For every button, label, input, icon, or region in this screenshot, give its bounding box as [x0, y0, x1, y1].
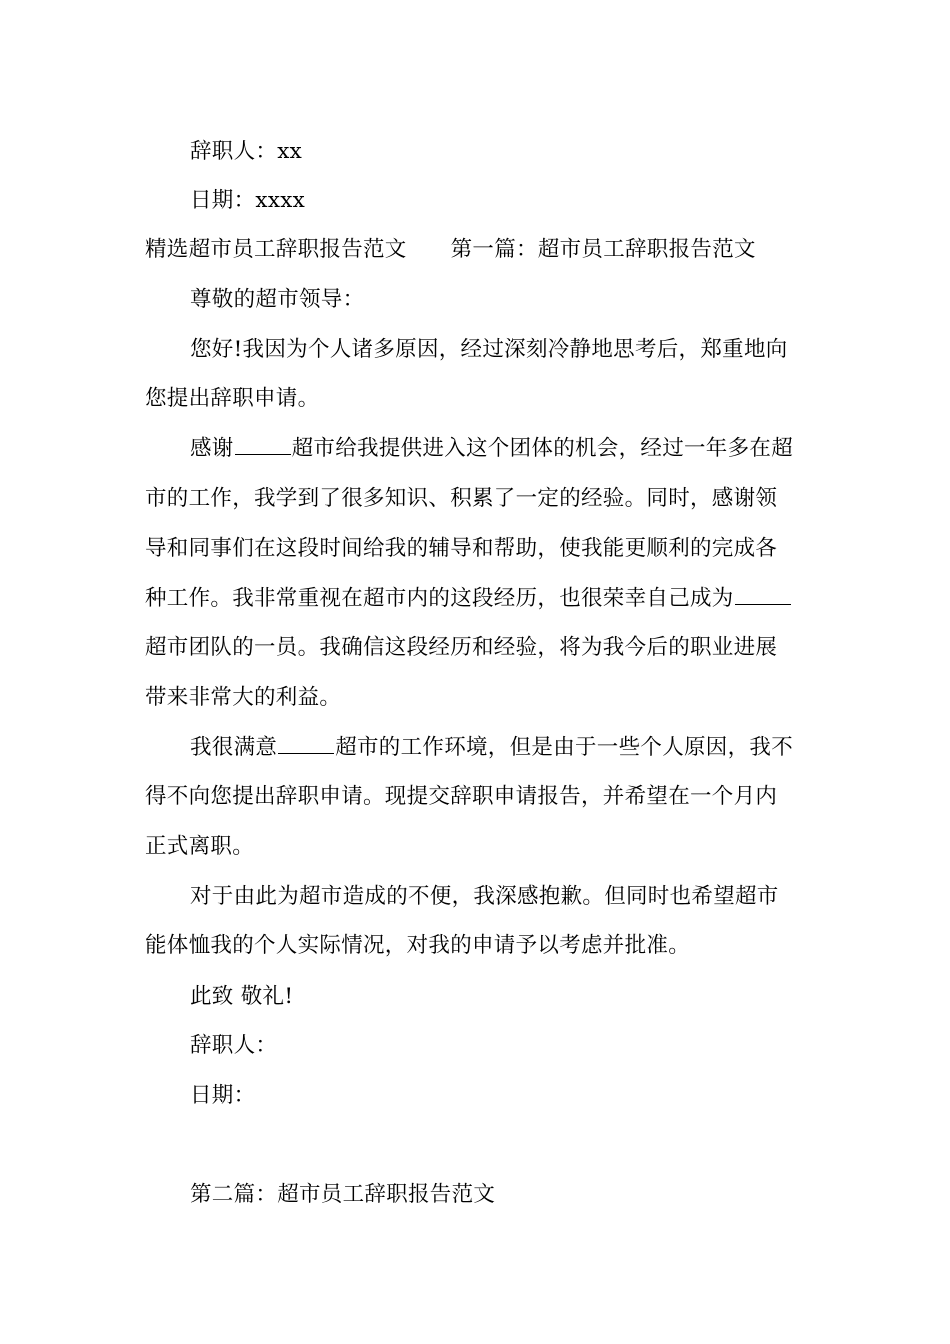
date-line: 日期： [190, 1083, 256, 1108]
paragraph-2-line-6: 带来非常大的利益。 [145, 685, 342, 710]
paragraph-2-line-1 [190, 432, 815, 466]
paragraph-2-line-5: 超市团队的一员。我确信这段经历和经验，将为我今后的职业进展 [145, 635, 778, 660]
paragraph-3-line-2: 得不向您提出辞职申请。现提交辞职申请报告，并希望在一个月内 [145, 784, 778, 809]
closing: 此致 敬礼! [190, 984, 294, 1009]
paragraph-4-line-1: 对于由此为超市造成的不便，我深感抱歉。但同时也希望超市 [190, 884, 779, 909]
paragraph-2-text-b: 超市给我提供进入这个团体的机会，经过一年多在超 [291, 436, 794, 461]
heading-line [145, 233, 815, 267]
paragraph-3-text-b: 超市的工作环境，但是由于一些个人原因，我不 [335, 735, 794, 760]
salutation: 尊敬的超市领导： [190, 287, 365, 312]
top-resigner-line: 辞职人：xx [190, 139, 303, 164]
paragraph-4-line-2: 能体恤我的个人实际情况，对我的申请予以考虑并批准。 [145, 933, 691, 958]
fill-in-blank [235, 432, 291, 455]
resigner-line: 辞职人： [190, 1033, 278, 1058]
collection-title: 精选超市员工辞职报告范文 [145, 237, 407, 262]
top-date-line: 日期：xxxx [190, 188, 306, 213]
paragraph-1-line-2: 您提出辞职申请。 [145, 386, 320, 411]
fill-in-blank [735, 582, 791, 605]
paragraph-3-line-1 [190, 731, 815, 765]
paragraph-2-line-4 [145, 582, 815, 616]
paragraph-2-text-a: 感谢 [190, 436, 234, 461]
paragraph-3-text-a: 我很满意 [190, 735, 278, 760]
paragraph-2-line-2: 市的工作，我学到了很多知识、积累了一定的经验。同时，感谢领 [145, 486, 778, 511]
paragraph-1-line-1: 您好!我因为个人诸多原因，经过深刻冷静地思考后，郑重地向 [190, 337, 788, 362]
first-article-title: 第一篇：超市员工辞职报告范文 [450, 237, 756, 262]
paragraph-2-line-4-text: 种工作。我非常重视在超市内的这段经历，也很荣幸自己成为 [145, 586, 734, 611]
paragraph-3-line-3: 正式离职。 [145, 834, 255, 859]
fill-in-blank [278, 731, 334, 754]
second-article-title: 第二篇：超市员工辞职报告范文 [190, 1182, 496, 1207]
paragraph-2-line-3: 导和同事们在这段时间给我的辅导和帮助，使我能更顺利的完成各 [145, 536, 778, 561]
